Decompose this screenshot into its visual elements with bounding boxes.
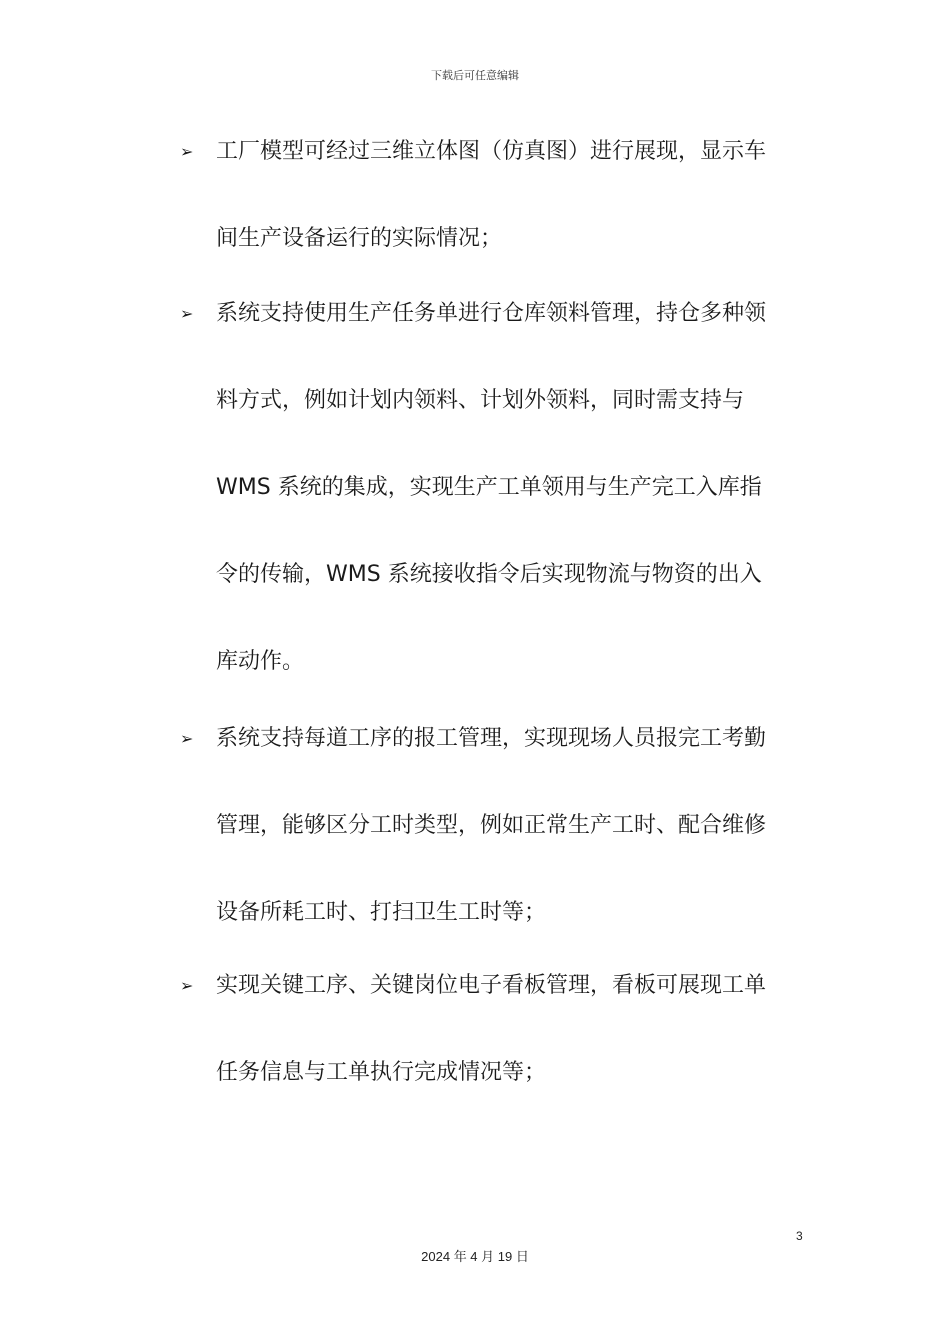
item-2-line-3: WMS 系统的集成，实现生产工单领用与生产完工入库指	[216, 475, 762, 500]
item-3-line-1: 系统支持每道工序的报工管理，实现现场人员报完工考勤	[216, 726, 767, 751]
bullet-icon: ➢	[180, 142, 194, 161]
page-header: 下载后可任意编辑	[431, 69, 519, 82]
bullet-icon: ➢	[180, 729, 194, 748]
item-4-line-2: 任务信息与工单执行完成情况等；	[216, 1060, 547, 1085]
item-3-line-3: 设备所耗工时、打扫卫生工时等；	[216, 900, 547, 925]
bullet-icon: ➢	[180, 304, 194, 323]
item-4-line-1: 实现关键工序、关键岗位电子看板管理，看板可展现工单	[216, 973, 767, 998]
item-3-line-2: 管理，能够区分工时类型，例如正常生产工时、配合维修	[216, 813, 767, 838]
bullet-icon: ➢	[180, 976, 194, 995]
item-2-line-5: 库动作。	[216, 649, 305, 674]
item-1-line-2: 间生产设备运行的实际情况；	[216, 226, 503, 251]
item-1-line-1: 工厂模型可经过三维立体图（仿真图）进行展现，显示车	[216, 139, 767, 164]
item-2-line-4: 令的传输，WMS 系统接收指令后实现物流与物资的出入	[216, 562, 762, 587]
page-number: 3	[796, 1229, 803, 1243]
footer-date: 2024 年 4 月 19 日	[421, 1249, 529, 1264]
item-2-line-2: 料方式，例如计划内领料、计划外领料，同时需支持与	[216, 388, 745, 413]
item-2-line-1: 系统支持使用生产任务单进行仓库领料管理，持仓多种领	[216, 301, 767, 326]
